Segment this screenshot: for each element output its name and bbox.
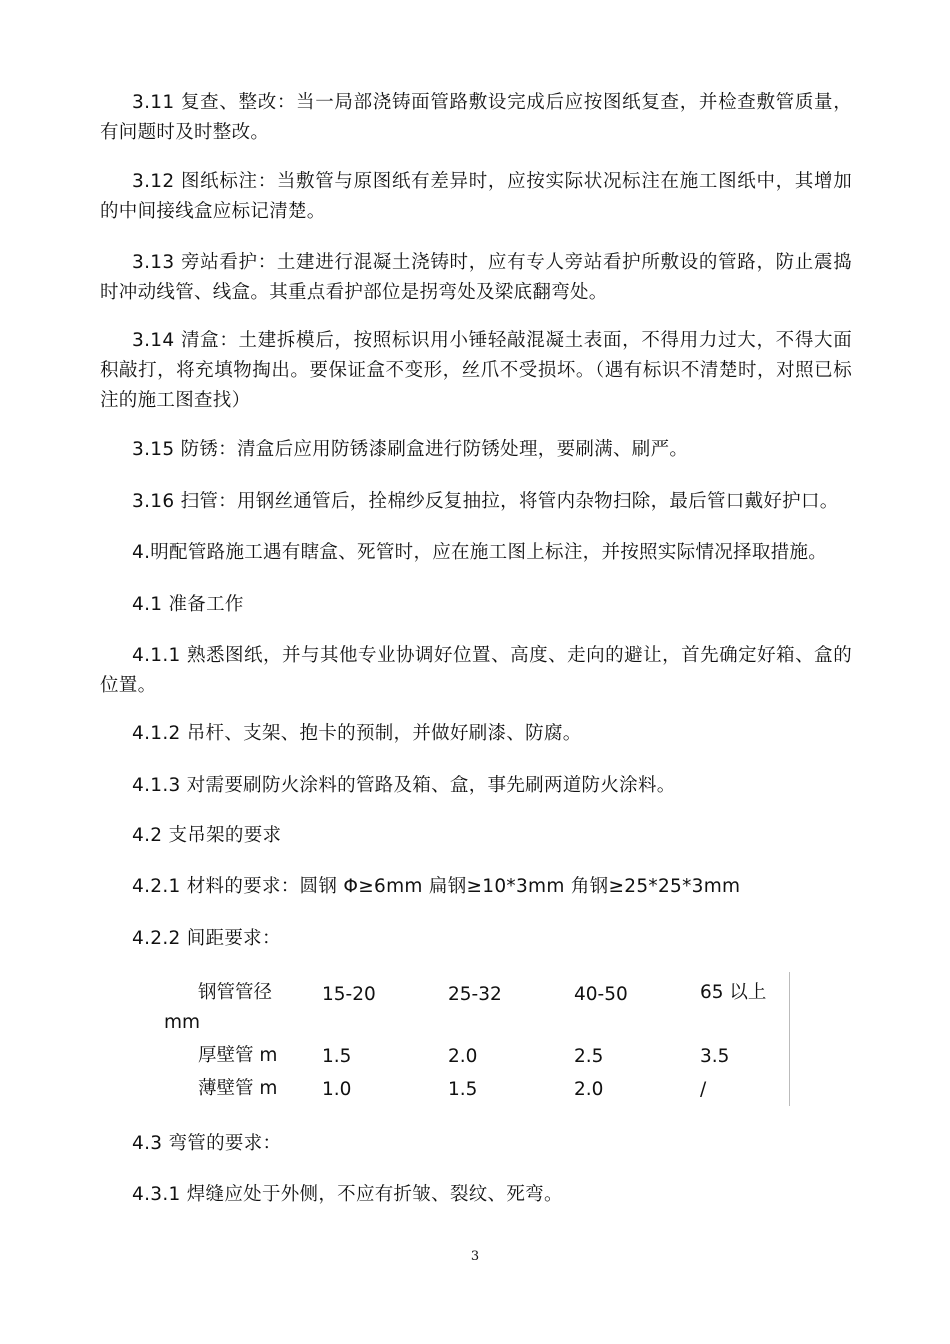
paragraph-4-3-1: 4.3.1 焊缝应处于外侧，不应有折皱、裂纹、死弯。 bbox=[132, 1184, 563, 1205]
heading-4-1: 4.1 准备工作 bbox=[132, 594, 244, 615]
paragraph-4-1-1: 4.1.1 熟悉图纸，并与其他专业协调好位置、高度、走向的避让，首先确定好箱、盒的位置。 bbox=[100, 645, 852, 696]
table-cell: / bbox=[700, 1079, 707, 1100]
paragraph-4-2-1: 4.2.1 材料的要求：圆钢 Φ≥6mm 扁钢≥10*3mm 角钢≥25*25*3mm bbox=[132, 876, 741, 897]
table-cell: 2.5 bbox=[574, 1046, 604, 1067]
table-header-unit: mm bbox=[164, 1012, 201, 1033]
paragraph-3-12: 3.12 图纸标注：当敷管与原图纸有差异时，应按实际状况标注在施工图纸中，其增加的中间接线盒应标记清楚。 bbox=[100, 171, 852, 222]
table-cell: 2.0 bbox=[448, 1046, 478, 1067]
table-right-border bbox=[789, 972, 790, 1106]
table-header-cell: 65 以上 bbox=[700, 982, 767, 1003]
table-row-label: 薄壁管 m bbox=[198, 1078, 278, 1099]
table-cell: 1.0 bbox=[322, 1079, 352, 1100]
heading-4-3: 4.3 弯管的要求： bbox=[132, 1133, 282, 1154]
table-cell: 3.5 bbox=[700, 1046, 730, 1067]
table-cell: 1.5 bbox=[322, 1046, 352, 1067]
table-row-label: 厚壁管 m bbox=[198, 1045, 278, 1066]
table-header-cell: 40-50 bbox=[574, 984, 628, 1005]
paragraph-3-16: 3.16 扫管：用钢丝通管后，拴棉纱反复抽拉，将管内杂物扫除，最后管口戴好护口。 bbox=[132, 491, 839, 512]
paragraph-4-2-2: 4.2.2 间距要求： bbox=[132, 928, 281, 949]
page-number: 3 bbox=[470, 1249, 480, 1264]
paragraph-4-1-2: 4.1.2 吊杆、支架、抱卡的预制，并做好刷漆、防腐。 bbox=[132, 723, 582, 744]
paragraph-4-1-3: 4.1.3 对需要刷防火涂料的管路及箱、盒，事先刷两道防火涂料。 bbox=[132, 775, 676, 796]
paragraph-3-11: 3.11 复查、整改：当一局部浇铸面管路敷设完成后应按图纸复查，并检查敷管质量，有问题时及时整改。 bbox=[100, 92, 852, 143]
paragraph-3-13: 3.13 旁站看护：土建进行混凝土浇铸时，应有专人旁站看护所敷设的管路，防止震捣时冲动线管、线盒。其重点看护部位是拐弯处及梁底翻弯处。 bbox=[100, 252, 852, 303]
table-header-cell: 25-32 bbox=[448, 984, 502, 1005]
heading-4-2: 4.2 支吊架的要求 bbox=[132, 825, 282, 846]
paragraph-3-15: 3.15 防锈：清盒后应用防锈漆刷盒进行防锈处理，要刷满、刷严。 bbox=[132, 439, 689, 460]
paragraph-3-14: 3.14 清盒：土建拆模后，按照标识用小锤轻敲混凝土表面，不得用力过大，不得大面积敲打，将充填物掏出。要保证盒不变形，丝爪不受损坏。（遇有标识不清楚时，对照已标注的施工图查找） bbox=[100, 330, 852, 411]
table-cell: 2.0 bbox=[574, 1079, 604, 1100]
table-header-cell: 15-20 bbox=[322, 984, 376, 1005]
spacing-table bbox=[100, 972, 800, 1110]
table-header-label: 钢管管径 bbox=[198, 982, 273, 1003]
paragraph-4: 4.明配管路施工遇有瞎盒、死管时，应在施工图上标注，并按照实际情况择取措施。 bbox=[132, 542, 828, 563]
table-cell: 1.5 bbox=[448, 1079, 478, 1100]
